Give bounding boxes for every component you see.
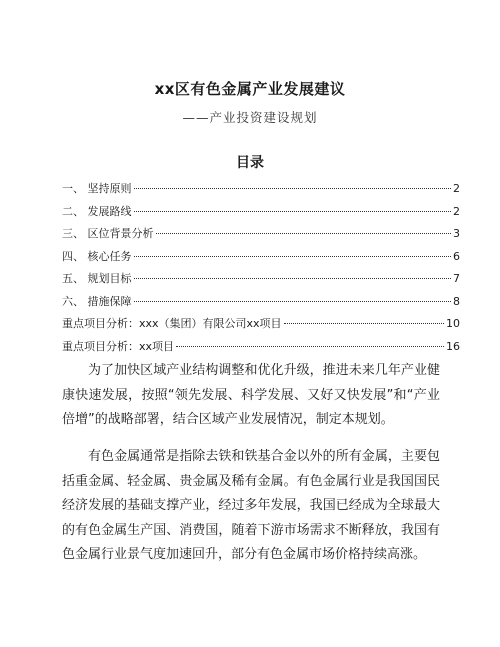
toc-leader-dots <box>134 278 452 279</box>
toc-entry-page: 16 <box>446 339 460 353</box>
toc-entry-page: 2 <box>453 204 460 218</box>
toc-entry[interactable] <box>62 248 460 271</box>
toc-entry-label: 四、 核心任务 <box>62 249 132 263</box>
toc-entry[interactable] <box>62 203 460 226</box>
body-paragraph: 为了加快区域产业结构调整和优化升级，推进未来几年产业健康快速发展，按照“领先发展、科学发展、又好又快发展”和“产业倍增”的战略部署，结合区域产业发展情况，制定本规划。 <box>62 363 440 428</box>
toc-leader-dots <box>156 233 452 234</box>
toc-entry-page: 10 <box>446 317 460 330</box>
toc-entry-page: 7 <box>453 272 460 285</box>
toc-entry-label: 重点项目分析：xxx（集团）有限公司xx项目 <box>62 317 282 330</box>
toc-entry[interactable] <box>62 180 460 203</box>
toc-entry-label: 重点项目分析：xx项目 <box>62 339 175 353</box>
toc-leader-dots <box>284 323 444 324</box>
toc-leader-dots <box>134 211 452 212</box>
toc-leader-dots <box>134 188 452 189</box>
toc-entry[interactable] <box>62 293 460 316</box>
toc-entry-page: 8 <box>453 294 460 308</box>
toc-leader-dots <box>176 346 444 347</box>
toc-entry-label: 五、 规划目标 <box>62 272 132 285</box>
toc-entry-label: 一、 坚持原则 <box>62 182 132 195</box>
toc-leader-dots <box>134 301 452 302</box>
toc-entry-page: 6 <box>453 249 460 263</box>
toc-entry-label: 三、 区位背景分析 <box>62 227 154 240</box>
toc-entry-page: 2 <box>453 182 460 195</box>
toc-entry-label: 二、 发展路线 <box>62 204 132 218</box>
toc-entry[interactable] <box>62 270 460 293</box>
document-title: xx区有色金属产业发展建议 <box>154 80 346 98</box>
toc-entry[interactable] <box>62 338 460 361</box>
table-of-contents <box>62 180 460 360</box>
toc-leader-dots <box>134 256 452 257</box>
document-subtitle: ——产业投资建设规划 <box>182 110 318 125</box>
body-paragraph: 有色金属通常是指除去铁和铁基合金以外的所有金属，主要包括重金属、轻金属、贵金属及稀有金属。有色金属行业是我国国民经济发展的基础支撑产业，经过多年发展，我国已经成为全球最大的有色金属生产国、消费国，随着下游市场需求不断释放，我国有色金属行业景气度加速回升，部分有色金属市场价格持续高涨。 <box>62 449 440 563</box>
toc-entry-page: 3 <box>453 227 460 240</box>
toc-heading: 目录 <box>236 155 264 171</box>
toc-entry-label: 六、 措施保障 <box>62 294 132 308</box>
toc-entry[interactable] <box>62 315 460 338</box>
toc-entry[interactable] <box>62 225 460 248</box>
